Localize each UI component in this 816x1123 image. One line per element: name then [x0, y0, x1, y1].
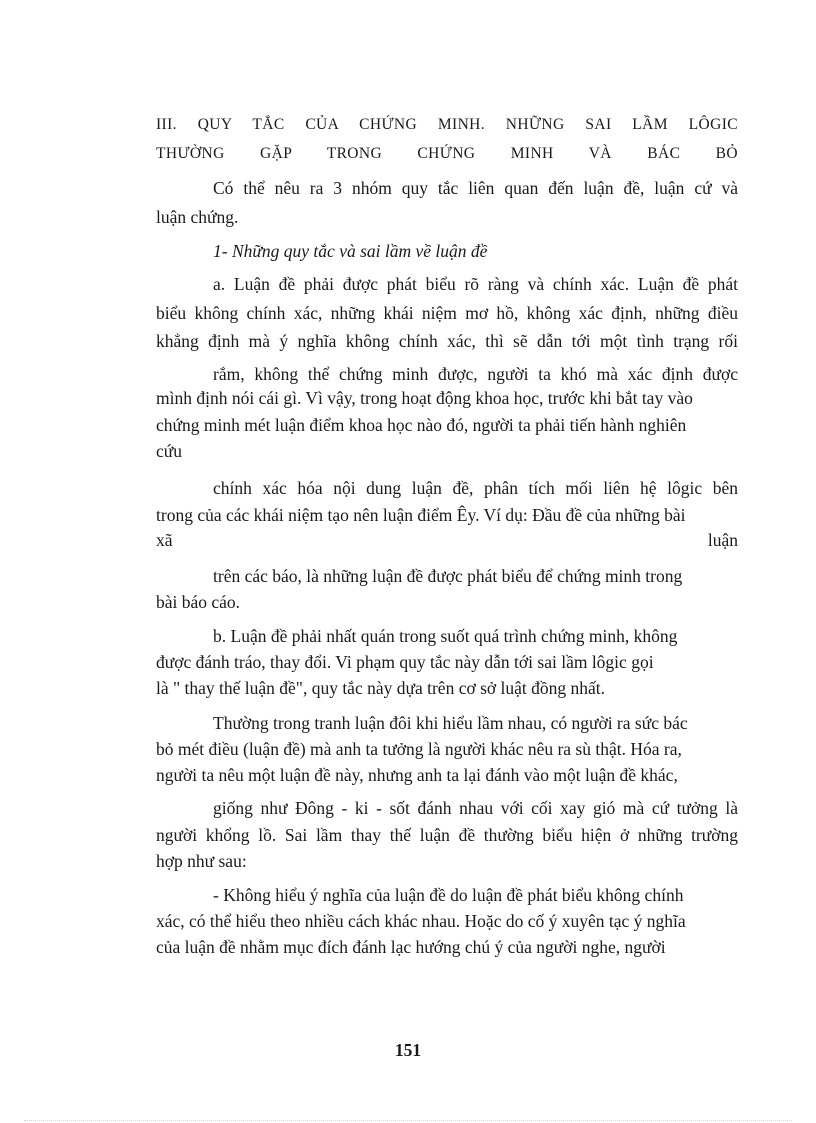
page-edge-divider	[24, 1120, 792, 1121]
paragraph-word: xã	[156, 530, 173, 550]
paragraph-line-split	[156, 528, 738, 552]
paragraph-line: a. Luận đề phải được phát biểu rõ ràng và chính xác. Luận đề phát	[213, 274, 738, 294]
paragraph-line: - Không hiểu ý nghĩa của luận đề do luận đề phát biểu không chính	[213, 885, 684, 905]
paragraph-word: luận	[707, 530, 738, 550]
section-heading-line-2: THƯỜNG GẶP TRONG CHỨNG MINH VÀ BÁC BỎ	[156, 145, 738, 162]
paragraph-line: là " thay thế luận đề", quy tắc này dựa trên cơ sở luật đồng nhất.	[156, 678, 606, 698]
paragraph-line: người ta nêu một luận đề này, nhưng anh ta lại đánh vào một luận đề khác,	[156, 765, 678, 785]
paragraph-line: biểu không chính xác, những khái niệm mơ hồ, không xác định, những điều	[156, 303, 738, 323]
paragraph-line: được đánh tráo, thay đổi. Vi phạm quy tắc này dẫn tới sai lầm lôgic gọi	[156, 652, 654, 672]
paragraph-line: luận chứng.	[156, 207, 239, 227]
paragraph-line: bài báo cáo.	[156, 592, 241, 612]
paragraph-line: mình định nói cái gì. Vì vậy, trong hoạt động khoa học, trước khi bắt tay vào	[156, 388, 693, 408]
paragraph-line: cứu	[156, 441, 183, 461]
paragraph-line: chứng minh mét luận điểm khoa học nào đó, người ta phải tiến hành nghiên	[156, 415, 687, 435]
paragraph-line: bỏ mét điều (luận đề) mà anh ta tưởng là người khác nêu ra sù thật. Hóa ra,	[156, 739, 682, 759]
paragraph-line: giống như Đông - ki - sốt đánh nhau với cối xay gió mà cứ tưởng là	[213, 798, 738, 818]
paragraph-line: người khổng lồ. Sai lầm thay thế luận đề thường biểu hiện ở những trường	[156, 825, 738, 845]
page-number: 151	[394, 1040, 422, 1060]
paragraph-line: hợp như sau:	[156, 851, 247, 871]
paragraph-line: xác, có thể hiểu theo nhiều cách khác nhau. Hoặc do cố ý xuyên tạc ý nghĩa	[156, 911, 686, 931]
subsection-heading: 1- Những quy tắc và sai lầm về luận đề	[213, 241, 488, 261]
paragraph-line: b. Luận đề phải nhất quán trong suốt quá trình chứng minh, không	[213, 626, 678, 646]
paragraph-line: rắm, không thể chứng minh được, người ta khó mà xác định được	[213, 364, 738, 384]
paragraph-line: trên các báo, là những luận đề được phát biểu để chứng minh trong	[213, 566, 683, 586]
paragraph-line: trong của các khái niệm tạo nên luận điểm Êy. Ví dụ: Đầu đề của những bài	[156, 505, 686, 525]
paragraph-line: chính xác hóa nội dung luận đề, phân tích mối liên hệ lôgic bên	[213, 478, 738, 498]
section-heading-line-1: III. QUY TẮC CỦA CHỨNG MINH. NHỮNG SAI LẦM LÔGIC	[156, 116, 738, 133]
paragraph-line: Thường trong tranh luận đôi khi hiểu lầm nhau, có người ra sức bác	[213, 713, 688, 733]
paragraph-line: khẳng định mà ý nghĩa không chính xác, thì sẽ dẫn tới một tình trạng rối	[156, 331, 738, 351]
paragraph-line: Có thể nêu ra 3 nhóm quy tắc liên quan đến luận đề, luận cứ và	[213, 178, 738, 198]
paragraph-line: của luận đề nhằm mục đích đánh lạc hướng chú ý của người nghe, người	[156, 937, 666, 957]
